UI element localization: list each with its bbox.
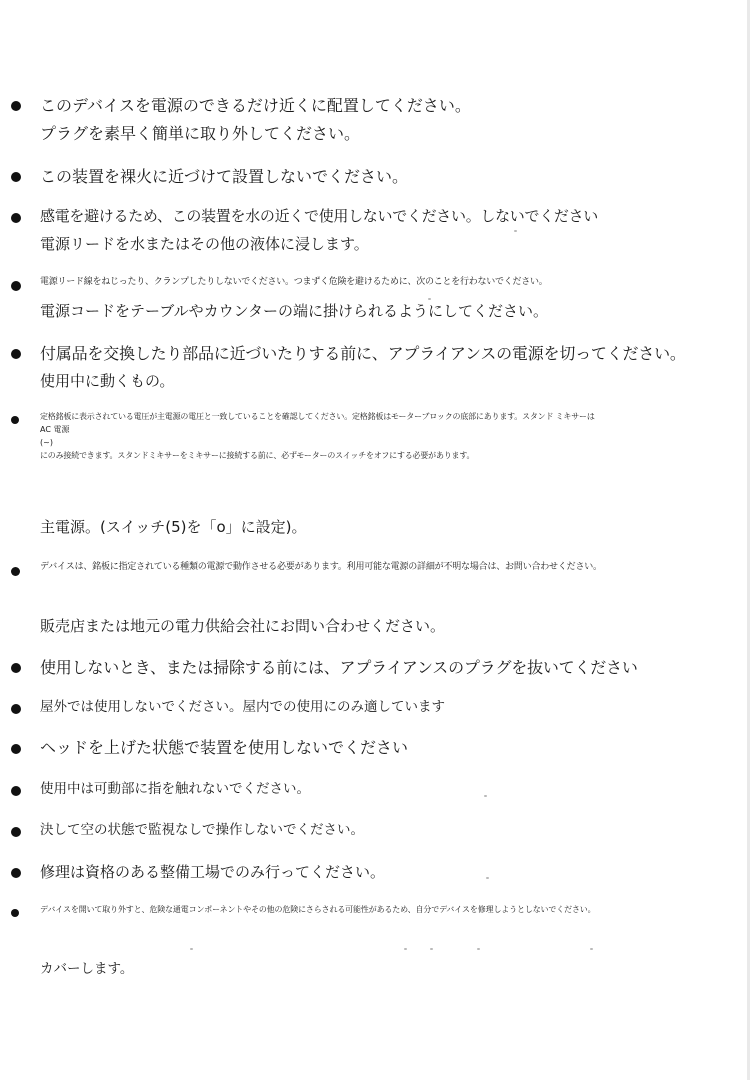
warning-text-line: ヘッドを上げた状態で装置を使用しないでください — [40, 738, 409, 757]
warning-text-line: この装置を裸火に近づけて設置しないでください。 — [40, 167, 409, 186]
bullet-icon — [11, 744, 21, 754]
warning-text-line: 使用中に動くもの。 — [40, 372, 175, 390]
bullet-icon — [11, 704, 21, 714]
scan-speck — [190, 948, 193, 950]
bullet-icon — [11, 827, 21, 837]
bullet-icon — [11, 416, 19, 424]
warning-text-line: AC 電源 — [40, 425, 70, 434]
warning-text-line: 使用しないとき、または掃除する前には、アプライアンスのプラグを抜いてください — [40, 658, 638, 677]
scan-speck — [404, 948, 407, 950]
bullet-icon — [11, 281, 21, 291]
warning-text-line: 主電源。(スイッチ(5)を「o」に設定)。 — [40, 518, 307, 536]
warning-text-line: カバーします。 — [40, 961, 134, 977]
scan-speck — [430, 948, 433, 950]
warning-text-line: デバイスを開いて取り外すと、危険な通電コンポーネントやその他の危険にさらされる可能性があるため、自分でデバイスを修理しようとしないでください。 — [40, 905, 596, 914]
warning-text-line: 決して空の状態で監視なしで操作しないでください。 — [40, 822, 364, 838]
warning-text-line: 電源リードを水またはその他の液体に浸します。 — [40, 235, 369, 253]
bullet-icon — [11, 213, 21, 223]
bullet-icon — [11, 101, 21, 111]
bullet-icon — [11, 172, 21, 182]
warning-text-line: 感電を避けるため、この装置を水の近くで使用しないでください。しないでください — [40, 207, 599, 225]
scan-speck — [590, 948, 593, 950]
warning-text-line: 修理は資格のある整備工場でのみ行ってください。 — [40, 863, 386, 881]
warning-text-line: このデバイスを電源のできるだけ近くに配置してください。 — [40, 96, 471, 115]
warning-text-line: 使用中は可動部に指を触れないでください。 — [40, 781, 310, 797]
scan-speck — [486, 877, 489, 879]
bullet-icon — [11, 349, 21, 359]
scan-speck — [484, 795, 487, 797]
warning-text-line: プラグを素早く簡単に取り外してください。 — [40, 124, 361, 143]
warning-text-line: にのみ接続できます。スタンドミキサーをミキサーに接続する前に、必ずモーターのスイッチをオフにする必要があります。 — [40, 451, 475, 460]
warning-text-line: 定格銘板に表示されている電圧が主電源の電圧と一致していることを確認してください。定格銘板はモーターブロックの底部にあります。スタンド ミキサーは — [40, 412, 595, 421]
bullet-icon — [11, 567, 20, 576]
warning-text-line: (~) — [40, 438, 53, 447]
warning-text-line: 電源リード線をねじったり、クランプしたりしないでください。つまずく危険を避けるために、次のことを行わないでください。 — [40, 277, 548, 287]
scan-speck — [477, 948, 480, 950]
warning-text-line: 販売店または地元の電力供給会社にお問い合わせください。 — [40, 617, 446, 635]
scan-speck — [428, 298, 431, 300]
bullet-icon — [11, 868, 21, 878]
warning-text-line: デバイスは、銘板に指定されている種類の電源で動作させる必要があります。利用可能な電源の詳細が不明な場合は、お問い合わせください。 — [40, 562, 602, 572]
bullet-icon — [11, 663, 21, 673]
scan-speck — [514, 230, 517, 232]
bullet-icon — [11, 909, 19, 917]
warning-text-line: 屋外では使用しないでください。屋内での使用にのみ適しています — [40, 699, 445, 715]
warning-text-line: 電源コードをテーブルやカウンターの端に掛けられるようにしてください。 — [40, 302, 549, 320]
bullet-icon — [11, 786, 21, 796]
warning-text-line: 付属品を交換したり部品に近づいたりする前に、アプライアンスの電源を切ってください。 — [40, 344, 686, 363]
